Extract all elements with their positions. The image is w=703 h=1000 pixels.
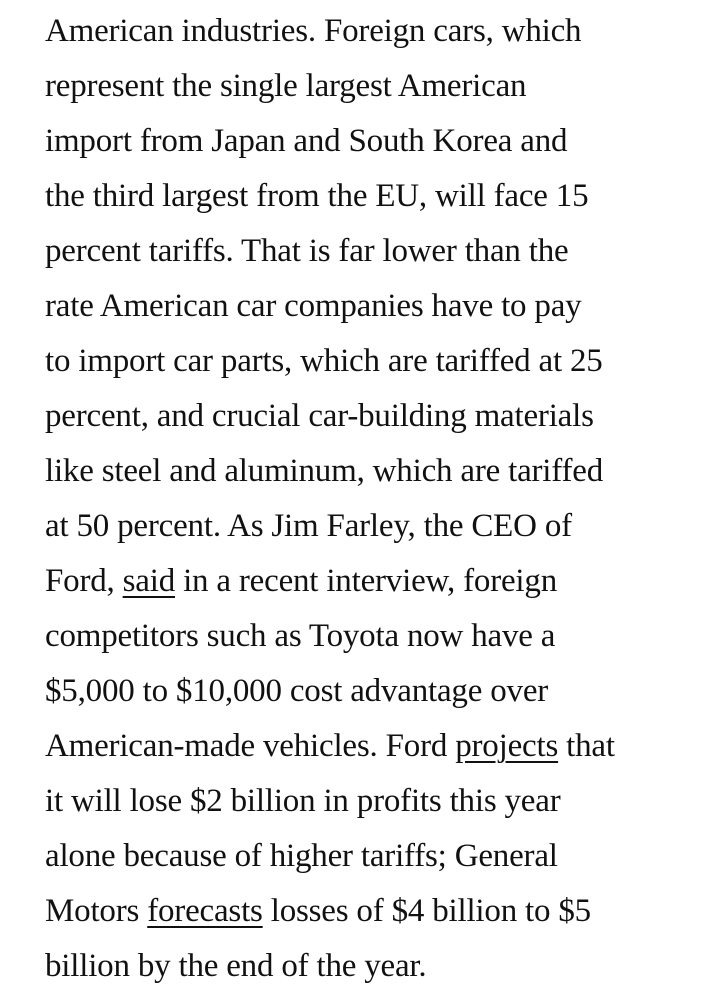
- article-body: [45, 4, 685, 994]
- text-line: [45, 444, 685, 499]
- line-text: percent tariffs. That is far lower than the: [45, 233, 569, 269]
- text-line: [45, 4, 685, 59]
- line-text: American-made vehicles. Ford: [45, 728, 456, 764]
- text-line: [45, 609, 685, 664]
- forecasts-link[interactable]: forecasts: [147, 893, 263, 929]
- text-line: [45, 774, 685, 829]
- line-text: the third largest from the EU, will face 15: [45, 178, 589, 214]
- text-line: [45, 499, 685, 554]
- text-line: [45, 829, 685, 884]
- text-line: [45, 114, 685, 169]
- text-line: [45, 59, 685, 114]
- line-text: to import car parts, which are tariffed at 25: [45, 343, 603, 379]
- text-line: [45, 664, 685, 719]
- line-text: it will lose $2 billion in profits this year: [45, 783, 561, 819]
- line-text: like steel and aluminum, which are tariffed: [45, 453, 604, 489]
- line-text: billion by the end of the year.: [45, 948, 427, 984]
- text-line: [45, 939, 685, 994]
- text-line: [45, 169, 685, 224]
- text-line: [45, 719, 685, 774]
- projects-link[interactable]: projects: [455, 728, 559, 764]
- said-link[interactable]: said: [122, 563, 176, 599]
- text-line: [45, 279, 685, 334]
- line-text: alone because of higher tariffs; General: [45, 838, 558, 874]
- line-text: in a recent interview, foreign: [175, 563, 558, 599]
- text-line: [45, 334, 685, 389]
- text-line: [45, 554, 685, 609]
- line-text: represent the single largest American: [45, 68, 527, 104]
- line-text: losses of $4 billion to $5: [262, 893, 591, 929]
- line-text: American industries. Foreign cars, which: [45, 13, 582, 49]
- line-text: Ford,: [45, 563, 123, 599]
- line-text: import from Japan and South Korea and: [45, 123, 568, 159]
- text-line: [45, 389, 685, 444]
- text-line: [45, 884, 685, 939]
- line-text: rate American car companies have to pay: [45, 288, 582, 324]
- line-text: $5,000 to $10,000 cost advantage over: [45, 673, 549, 709]
- line-text: competitors such as Toyota now have a: [45, 618, 556, 654]
- line-text: that: [558, 728, 615, 764]
- text-line: [45, 224, 685, 279]
- line-text: percent, and crucial car-building materials: [45, 398, 594, 434]
- line-text: Motors: [45, 893, 148, 929]
- line-text: at 50 percent. As Jim Farley, the CEO of: [45, 508, 572, 544]
